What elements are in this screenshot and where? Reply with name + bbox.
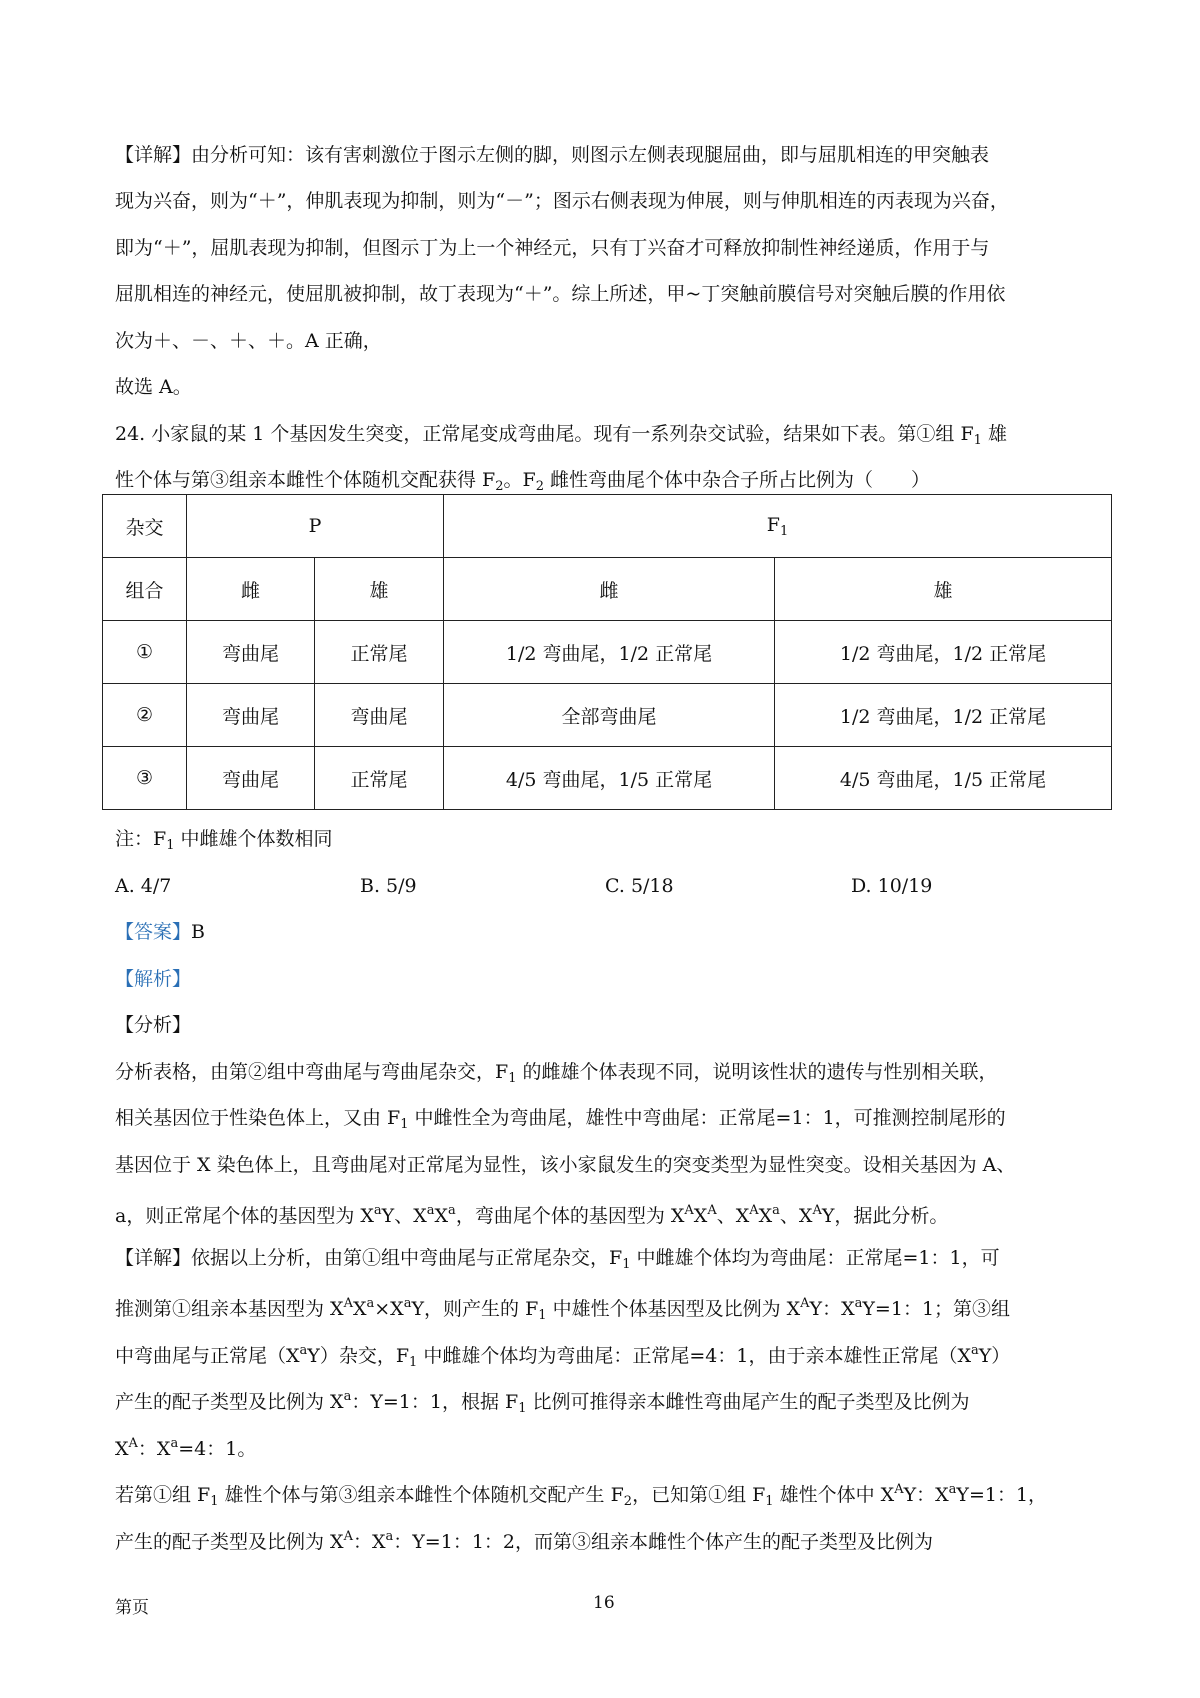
question-line-1: 24. 小家鼠的某 1 个基因发生突变，正常尾变成弯曲尾。现有一系列杂交试验，结果如下表。第①组 $F_1$ 雄 (115, 423, 1007, 448)
detail2-line-6: 若第①组 $F_1$ 雄性个体与第③组亲本雌性个体随机交配产生 $F_2$，已知第①组 $F_1$ 雄性个体中 $X^AY$：$X^aY=1$：1， (115, 1482, 1048, 1509)
header-p: P (187, 495, 444, 558)
cross-results-table (102, 494, 1112, 810)
header-f1-male: 雄 (775, 558, 1112, 621)
row-id: ③ (103, 747, 187, 810)
detail-line-5: 次为＋、－、＋、＋。A 正确， (115, 330, 382, 352)
detail2-line-7: 产生的配子类型及比例为 $X^A$：$X^a$：Y=1：1：2，而第③组亲本雌性个体产生的配子类型及比例为 (115, 1529, 933, 1553)
row-p-female: 弯曲尾 (187, 747, 315, 810)
row-p-female: 弯曲尾 (187, 621, 315, 684)
option-c[interactable]: C. 5/18 (605, 875, 674, 897)
detail-line-2: 现为兴奋，则为“＋”，伸肌表现为抑制，则为“－”；图示右侧表现为伸展，则与伸肌相连的丙表现为兴奋， (115, 190, 1009, 212)
detail-line-4: 屈肌相连的神经元，使屈肌被抑制，故丁表现为“＋”。综上所述，甲~丁突触前膜信号对突触后膜的作用依 (115, 283, 1006, 305)
row-id: ① (103, 621, 187, 684)
footer-label: 第页 (115, 1598, 149, 1618)
page-number: 16 (593, 1593, 615, 1613)
header-p-female: 雌 (187, 558, 315, 621)
detail2-line-5: $X^A$：$X^a=4$：1。 (115, 1436, 257, 1460)
detail2-line-4: 产生的配子类型及比例为 $X^a$：Y=1：1，根据 $F_1$ 比例可推得亲本雌性弯曲尾产生的配子类型及比例为 (115, 1389, 970, 1416)
row-f1-male: 1/2 弯曲尾，1/2 正常尾 (775, 684, 1112, 747)
row-f1-male: 1/2 弯曲尾，1/2 正常尾 (775, 621, 1112, 684)
row-p-male: 弯曲尾 (315, 684, 444, 747)
jiexi-label: 【解析】 (115, 968, 192, 990)
row-p-female: 弯曲尾 (187, 684, 315, 747)
analysis-line-3: 基因位于 X 染色体上，且弯曲尾对正常尾为显性，该小家鼠发生的突变类型为显性突变。设相关基因为 A、 (115, 1154, 1016, 1176)
option-b[interactable]: B. 5/9 (360, 875, 417, 897)
header-group: 组合 (103, 558, 187, 621)
row-id: ② (103, 684, 187, 747)
header-f1-female: 雌 (444, 558, 775, 621)
table-header-row (103, 495, 1112, 558)
fenxi-label: 【分析】 (115, 1014, 192, 1036)
table-subheader-row (103, 558, 1112, 621)
header-f1: $F_1$ (444, 495, 1112, 558)
table-row (103, 747, 1112, 810)
header-cross: 杂交 (103, 495, 187, 558)
table-note: 注：$F_1$ 中雌雄个体数相同 (115, 828, 333, 853)
table-row (103, 621, 1112, 684)
row-f1-female: 4/5 弯曲尾，1/5 正常尾 (444, 747, 775, 810)
detail2-line-3: 中弯曲尾与正常尾$(X^aY)$杂交，$F_1$ 中雌雄个体均为弯曲尾：正常尾=4：1，由于亲本雄性正常尾$(X^aY)$ (115, 1343, 1011, 1370)
answer-value: B (191, 921, 205, 943)
detail2-line-1: 【详解】依据以上分析，由第①组中弯曲尾与正常尾杂交，$F_1$ 中雌雄个体均为弯曲尾：正常尾=1：1，可 (115, 1247, 1000, 1272)
row-p-male: 正常尾 (315, 747, 444, 810)
detail2-line-2: 推测第①组亲本基因型为 $X^AX^a\times X^aY$，则产生的 $F_1$ 中雄性个体基因型及比例为 $X^AY$：$X^aY=1$：1；第③组 (115, 1296, 1011, 1323)
option-a[interactable]: A. 4/7 (115, 875, 172, 897)
option-d[interactable]: D. 10/19 (851, 875, 933, 897)
analysis-line-4: a，则正常尾个体的基因型为 $X^aY$、$X^aX^a$，弯曲尾个体的基因型为 $X^AX^A$、$X^AX^a$、$X^AY$，据此分析。 (115, 1203, 949, 1227)
question-line-2: 性个体与第③组亲本雌性个体随机交配获得 $F_2$。$F_2$ 雌性弯曲尾个体中杂合子所占比例为（ ） (115, 469, 931, 494)
answer-line (115, 917, 205, 947)
detail-line-3: 即为“＋”，屈肌表现为抑制，但图示丁为上一个神经元，只有丁兴奋才可释放抑制性神经递质，作用于与 (115, 237, 990, 259)
row-f1-female: 全部弯曲尾 (444, 684, 775, 747)
table-row (103, 684, 1112, 747)
row-f1-male: 4/5 弯曲尾，1/5 正常尾 (775, 747, 1112, 810)
analysis-line-2: 相关基因位于性染色体上，又由 $F_1$ 中雌性全为弯曲尾，雄性中弯曲尾：正常尾=1：1，可推测控制尾形的 (115, 1107, 1006, 1132)
analysis-line-1: 分析表格，由第②组中弯曲尾与弯曲尾杂交，$F_1$ 的雌雄个体表现不同，说明该性状的遗传与性别相关联， (115, 1061, 998, 1086)
header-p-male: 雄 (315, 558, 444, 621)
row-p-male: 正常尾 (315, 621, 444, 684)
row-f1-female: 1/2 弯曲尾，1/2 正常尾 (444, 621, 775, 684)
detail-line-6: 故选 A。 (115, 376, 192, 398)
answer-label: 【答案】 (115, 921, 192, 943)
detail-line-1: 【详解】由分析可知：该有害刺激位于图示左侧的脚，则图示左侧表现腿屈曲，即与屈肌相连的甲突触表 (115, 144, 990, 166)
